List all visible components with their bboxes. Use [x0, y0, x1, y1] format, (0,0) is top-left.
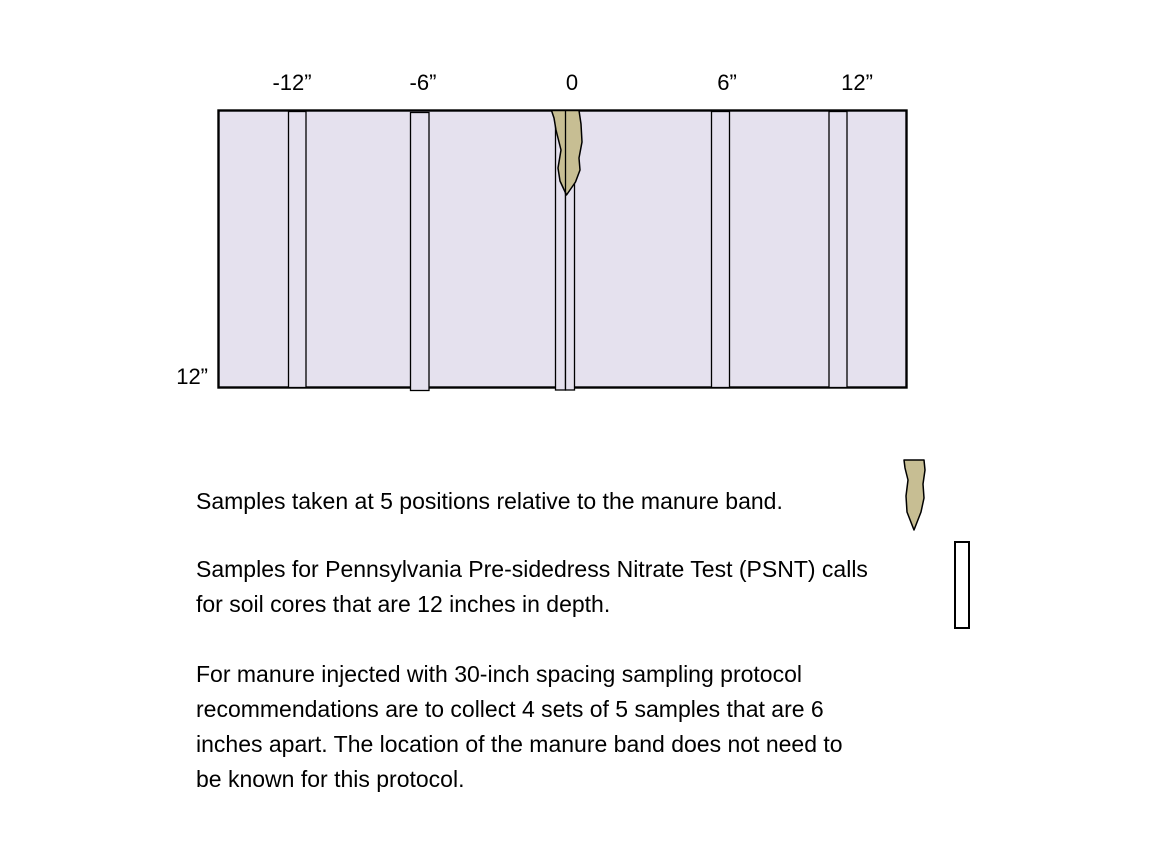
position-label-6: 6”	[717, 70, 737, 95]
manure-band-icon	[899, 458, 929, 536]
caption-samples-positions	[196, 484, 783, 519]
caption-line: inches apart. The location of the manure band does not need to	[196, 731, 843, 757]
caption-line: be known for this protocol.	[196, 766, 465, 792]
depth-label: 12”	[176, 364, 208, 389]
soil-profile-drawing	[216, 108, 910, 398]
soil-core-6	[712, 112, 730, 388]
position-label-neg12: -12”	[272, 70, 312, 95]
caption-protocol	[196, 657, 843, 797]
caption-line: Samples taken at 5 positions relative to the manure band.	[196, 488, 783, 514]
soil-core-neg6	[411, 113, 430, 391]
caption-line: Samples for Pennsylvania Pre-sidedress Nitrate Test (PSNT) calls	[196, 556, 868, 582]
soil-core-neg12	[289, 112, 307, 388]
soil-core-12	[829, 112, 847, 388]
caption-line: For manure injected with 30-inch spacing sampling protocol	[196, 661, 802, 687]
caption-psnt	[196, 552, 868, 622]
position-label-neg6: -6”	[409, 70, 437, 95]
position-label-12: 12”	[841, 70, 873, 95]
manure-band-icon-shape	[904, 460, 925, 530]
caption-line: for soil cores that are 12 inches in depth.	[196, 591, 611, 617]
caption-line: recommendations are to collect 4 sets of 5 samples that are 6	[196, 696, 824, 722]
position-label-0: 0	[565, 70, 579, 95]
soil-core-icon	[954, 541, 970, 629]
